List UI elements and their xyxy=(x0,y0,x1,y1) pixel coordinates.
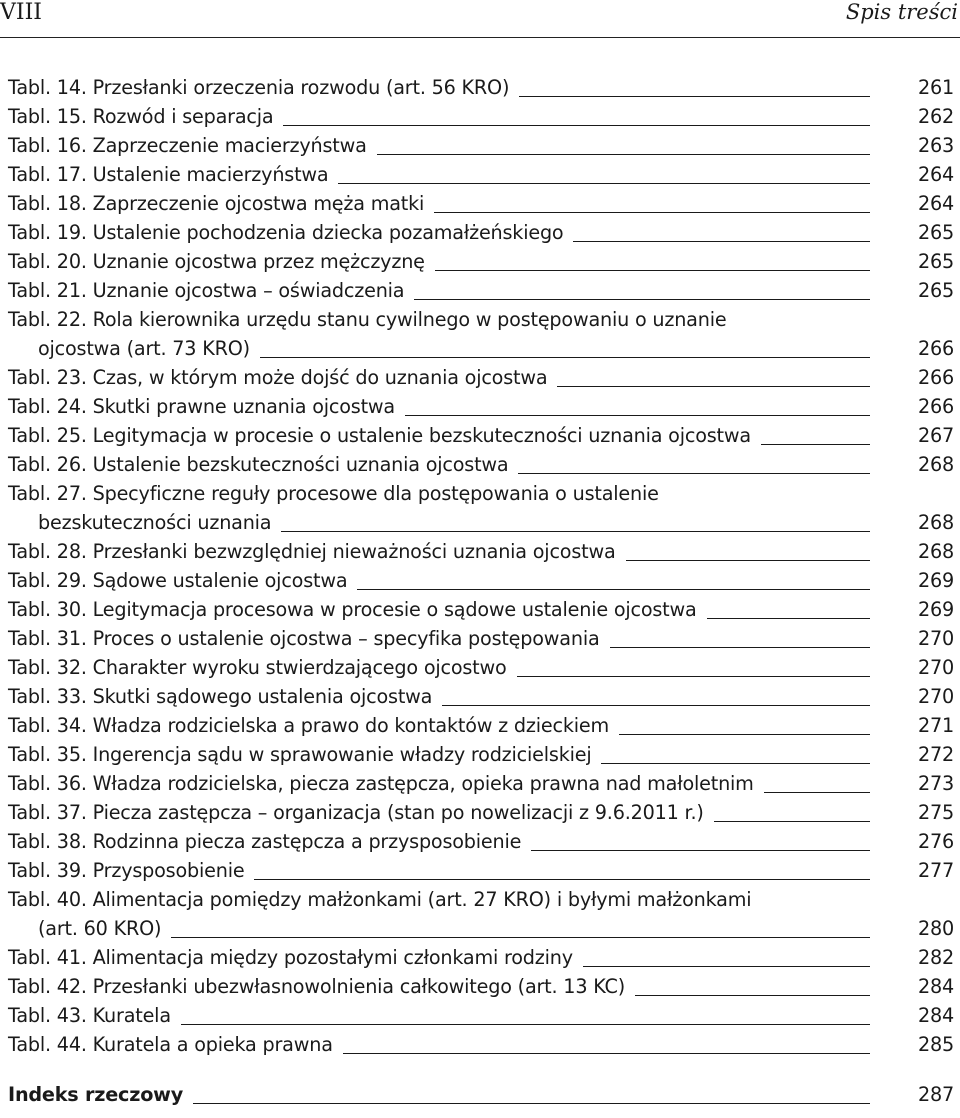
toc-entry-title: Tabl. 14. Przesłanki orzeczenia rozwodu (art. 56 KRO) xyxy=(8,76,510,99)
toc-entry-line xyxy=(8,508,954,537)
toc-entry-title: Tabl. 21. Uznanie ojcostwa – oświadczenia xyxy=(8,279,405,302)
toc-page-number: 268 xyxy=(917,453,954,476)
leader-line xyxy=(635,994,870,996)
toc-entry-line xyxy=(8,131,954,160)
leader-line xyxy=(260,356,870,358)
toc-entry-title: Tabl. 44. Kuratela a opieka prawna xyxy=(8,1033,333,1056)
toc-page-number: 284 xyxy=(917,1004,954,1027)
toc-page-number: 266 xyxy=(917,337,954,360)
leader-line xyxy=(531,849,870,851)
leader-line xyxy=(707,617,870,619)
toc-entry-title: Tabl. 38. Rodzinna piecza zastępcza a przysposobienie xyxy=(8,830,522,853)
toc-page-number: 269 xyxy=(917,569,954,592)
toc-entry[interactable] xyxy=(8,247,954,276)
toc-entry[interactable] xyxy=(8,566,954,595)
toc-entry[interactable] xyxy=(8,1030,954,1059)
toc-page-number: 267 xyxy=(917,424,954,447)
toc-page-number: 265 xyxy=(917,279,954,302)
toc-entry[interactable] xyxy=(8,1001,954,1030)
toc-page-number: 270 xyxy=(917,627,954,650)
toc-entry-line xyxy=(8,276,954,305)
toc-page-number: 262 xyxy=(917,105,954,128)
toc-entry-line xyxy=(8,450,954,479)
toc-entry-title: Tabl. 37. Piecza zastępcza – organizacja (stan po nowelizacji z 9.6.2011 r.) xyxy=(8,801,704,824)
table-of-contents xyxy=(8,73,954,1109)
toc-page-number: 266 xyxy=(917,395,954,418)
toc-page-number: 280 xyxy=(917,917,954,940)
toc-page-number: 276 xyxy=(917,830,954,853)
leader-line xyxy=(714,820,870,822)
leader-line xyxy=(610,646,870,648)
toc-entry[interactable] xyxy=(8,450,954,479)
toc-page-number: 269 xyxy=(917,598,954,621)
toc-entry[interactable] xyxy=(8,653,954,682)
toc-entry-title: Tabl. 31. Proces o ustalenie ojcostwa – specyfika postępowania xyxy=(8,627,600,650)
toc-entry-line xyxy=(8,943,954,972)
toc-entry[interactable] xyxy=(8,392,954,421)
toc-entry-line xyxy=(8,189,954,218)
toc-entry-line xyxy=(8,769,954,798)
toc-entry-title: Tabl. 27. Specyficzne reguły procesowe dla postępowania o ustalenie xyxy=(8,482,659,505)
leader-line xyxy=(338,182,870,184)
toc-entry-line xyxy=(8,479,954,508)
toc-entry-title: Tabl. 28. Przesłanki bezwzględniej nieważności uznania ojcostwa xyxy=(8,540,616,563)
leader-line xyxy=(517,675,870,677)
toc-page-number: 264 xyxy=(917,163,954,186)
toc-entry[interactable] xyxy=(8,305,954,363)
toc-entry[interactable] xyxy=(8,595,954,624)
toc-entry-line xyxy=(8,247,954,276)
leader-line xyxy=(181,1023,870,1025)
leader-line xyxy=(626,559,871,561)
toc-entry-line xyxy=(8,102,954,131)
toc-entry-line xyxy=(8,160,954,189)
leader-line xyxy=(193,1102,870,1104)
toc-entry-title: Tabl. 22. Rola kierownika urzędu stanu cywilnego w postępowaniu o uznanie xyxy=(8,308,727,331)
leader-line xyxy=(281,530,870,532)
toc-entry[interactable] xyxy=(8,624,954,653)
leader-line xyxy=(357,588,870,590)
leader-line xyxy=(519,95,870,97)
toc-entry-title: Tabl. 43. Kuratela xyxy=(8,1004,171,1027)
toc-entry[interactable] xyxy=(8,479,954,537)
toc-entry-line xyxy=(8,1001,954,1030)
toc-entry-title: Tabl. 40. Alimentacja pomiędzy małżonkami (art. 27 KRO) i byłymi małżonkami xyxy=(8,888,752,911)
toc-entry-title: Tabl. 16. Zaprzeczenie macierzyństwa xyxy=(8,134,367,157)
leader-line xyxy=(414,298,870,300)
toc-page-number: 265 xyxy=(917,221,954,244)
toc-page-number: 285 xyxy=(917,1033,954,1056)
toc-entry-line xyxy=(8,1080,954,1109)
toc-entry-line xyxy=(8,421,954,450)
toc-entry-line xyxy=(8,218,954,247)
toc-entry[interactable] xyxy=(8,276,954,305)
toc-entry-title: Tabl. 23. Czas, w którym może dojść do uznania ojcostwa xyxy=(8,366,548,389)
page-header xyxy=(0,0,960,34)
toc-entry[interactable] xyxy=(8,885,954,943)
toc-entry-line xyxy=(8,682,954,711)
toc-entry-line xyxy=(8,653,954,682)
toc-entry[interactable] xyxy=(8,856,954,885)
leader-line xyxy=(254,878,870,880)
toc-entry-title: Tabl. 34. Władza rodzicielska a prawo do kontaktów z dzieckiem xyxy=(8,714,609,737)
leader-line xyxy=(619,733,870,735)
toc-entry-line xyxy=(8,363,954,392)
toc-entry[interactable] xyxy=(8,537,954,566)
toc-entry-line xyxy=(8,1030,954,1059)
toc-entry-line xyxy=(8,798,954,827)
toc-entry-title: Tabl. 33. Skutki sądowego ustalenia ojcostwa xyxy=(8,685,433,708)
leader-line xyxy=(764,791,870,793)
leader-line xyxy=(377,153,870,155)
toc-page-number: 271 xyxy=(917,714,954,737)
toc-entry[interactable] xyxy=(8,73,954,102)
index-page-number: 287 xyxy=(917,1083,954,1106)
toc-entry[interactable] xyxy=(8,943,954,972)
toc-page-number: 282 xyxy=(917,946,954,969)
leader-line xyxy=(573,240,870,242)
header-rule xyxy=(0,37,960,38)
toc-entry-title: Tabl. 15. Rozwód i separacja xyxy=(8,105,274,128)
toc-entry-line xyxy=(8,856,954,885)
toc-entry-title: Tabl. 30. Legitymacja procesowa w procesie o sądowe ustalenie ojcostwa xyxy=(8,598,697,621)
running-title: Spis treści xyxy=(845,0,958,24)
leader-line xyxy=(761,443,870,445)
toc-page-number: 268 xyxy=(917,511,954,534)
spacer xyxy=(8,1059,954,1080)
leader-line xyxy=(435,269,870,271)
toc-entry-title: Tabl. 42. Przesłanki ubezwłasnowolnienia całkowitego (art. 13 KC) xyxy=(8,975,626,998)
toc-entry-title: Tabl. 18. Zaprzeczenie ojcostwa męża matki xyxy=(8,192,425,215)
toc-entry[interactable] xyxy=(8,711,954,740)
toc-entry-title: (art. 60 KRO) xyxy=(38,917,162,940)
leader-line xyxy=(601,762,870,764)
toc-page-number: 263 xyxy=(917,134,954,157)
toc-page-number: 261 xyxy=(917,76,954,99)
toc-entry-title: Tabl. 36. Władza rodzicielska, piecza zastępcza, opieka prawna nad małoletnim xyxy=(8,772,754,795)
toc-page-number: 277 xyxy=(917,859,954,882)
toc-page-number: 270 xyxy=(917,656,954,679)
index-entry[interactable] xyxy=(8,1080,954,1109)
toc-page-number: 275 xyxy=(917,801,954,824)
toc-entry-title: Tabl. 26. Ustalenie bezskuteczności uznania ojcostwa xyxy=(8,453,509,476)
leader-line xyxy=(171,936,870,938)
page-number: VIII xyxy=(0,0,42,25)
toc-entry[interactable] xyxy=(8,740,954,769)
toc-page-number: 273 xyxy=(917,772,954,795)
toc-entry[interactable] xyxy=(8,131,954,160)
toc-entry-line xyxy=(8,334,954,363)
toc-page-number: 270 xyxy=(917,685,954,708)
toc-page-number: 284 xyxy=(917,975,954,998)
toc-entry-line xyxy=(8,972,954,1001)
toc-page-number: 268 xyxy=(917,540,954,563)
toc-entry-line xyxy=(8,914,954,943)
toc-entry[interactable] xyxy=(8,827,954,856)
toc-page-number: 272 xyxy=(917,743,954,766)
toc-entry[interactable] xyxy=(8,363,954,392)
leader-line xyxy=(518,472,870,474)
toc-entry-title: Tabl. 41. Alimentacja między pozostałymi członkami rodziny xyxy=(8,946,573,969)
leader-line xyxy=(343,1052,870,1054)
toc-page-number: 264 xyxy=(917,192,954,215)
toc-entry[interactable] xyxy=(8,218,954,247)
toc-entry-title: Tabl. 39. Przysposobienie xyxy=(8,859,245,882)
index-entry-title: Indeks rzeczowy xyxy=(8,1083,184,1106)
toc-entry-line xyxy=(8,392,954,421)
toc-entry-title: bezskuteczności uznania xyxy=(38,511,272,534)
toc-entry[interactable] xyxy=(8,682,954,711)
toc-entry[interactable] xyxy=(8,102,954,131)
leader-line xyxy=(405,414,870,416)
toc-entry-line xyxy=(8,73,954,102)
toc-entry[interactable] xyxy=(8,972,954,1001)
toc-entry-title: ojcostwa (art. 73 KRO) xyxy=(38,337,250,360)
leader-line xyxy=(557,385,870,387)
toc-entry[interactable] xyxy=(8,421,954,450)
toc-entry-line xyxy=(8,624,954,653)
toc-entry-title: Tabl. 24. Skutki prawne uznania ojcostwa xyxy=(8,395,395,418)
toc-entry-title: Tabl. 20. Uznanie ojcostwa przez mężczyznę xyxy=(8,250,425,273)
toc-entry-line xyxy=(8,740,954,769)
toc-entry-title: Tabl. 25. Legitymacja w procesie o ustalenie bezskuteczności uznania ojcostwa xyxy=(8,424,751,447)
toc-entry[interactable] xyxy=(8,160,954,189)
leader-line xyxy=(283,124,870,126)
toc-entry[interactable] xyxy=(8,769,954,798)
toc-entry[interactable] xyxy=(8,798,954,827)
toc-entry-line xyxy=(8,595,954,624)
leader-line xyxy=(442,704,870,706)
toc-entry-line xyxy=(8,711,954,740)
toc-entry-line xyxy=(8,885,954,914)
toc-entry-line xyxy=(8,537,954,566)
toc-page-number: 266 xyxy=(917,366,954,389)
toc-entry[interactable] xyxy=(8,189,954,218)
toc-page-number: 265 xyxy=(917,250,954,273)
toc-entry-title: Tabl. 17. Ustalenie macierzyństwa xyxy=(8,163,329,186)
leader-line xyxy=(434,211,870,213)
toc-entry-title: Tabl. 29. Sądowe ustalenie ojcostwa xyxy=(8,569,348,592)
toc-entry-title: Tabl. 19. Ustalenie pochodzenia dziecka pozamałżeńskiego xyxy=(8,221,564,244)
toc-entry-line xyxy=(8,827,954,856)
toc-entry-line xyxy=(8,566,954,595)
toc-entry-title: Tabl. 35. Ingerencja sądu w sprawowanie władzy rodzicielskiej xyxy=(8,743,592,766)
toc-entry-line xyxy=(8,305,954,334)
leader-line xyxy=(583,965,870,967)
toc-entry-title: Tabl. 32. Charakter wyroku stwierdzającego ojcostwo xyxy=(8,656,507,679)
